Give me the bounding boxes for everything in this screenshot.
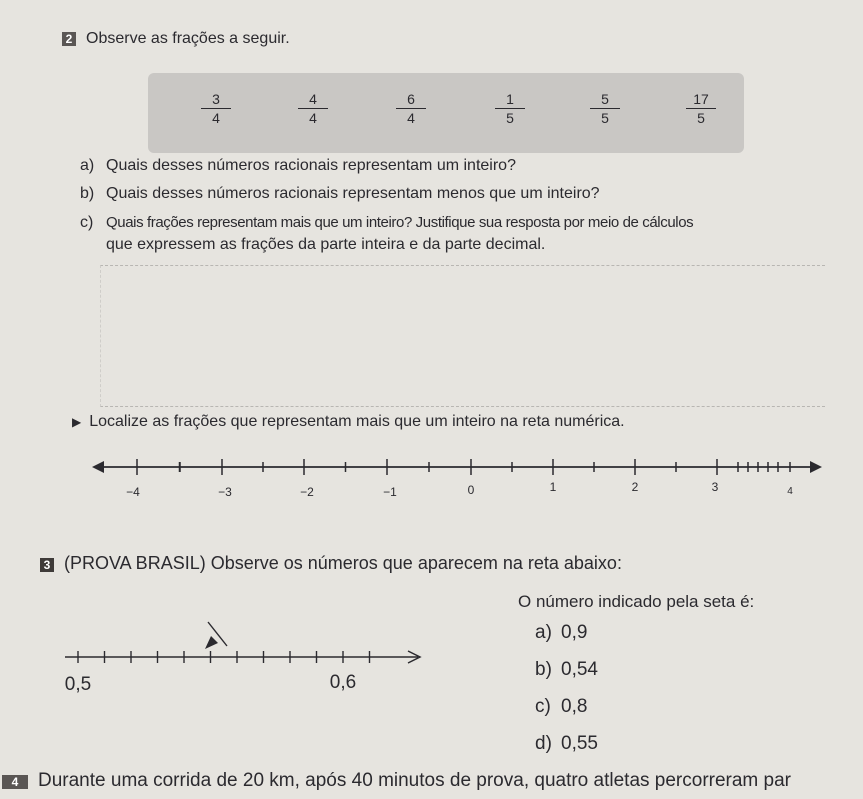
option-d[interactable]: d) 0,55	[535, 733, 598, 754]
number-line-q2[interactable]	[0, 440, 863, 505]
triangle-bullet-icon: ▶	[72, 415, 82, 429]
option-a[interactable]: a) 0,9	[535, 622, 588, 643]
question-2-item-c: c) Quais frações representam mais que um inteiro? Justifique sua resposta por meio de cálculos	[80, 214, 694, 231]
fraction-1: $\frac{3}{4}$	[201, 90, 231, 127]
nl-label-minus2: −2	[300, 485, 314, 499]
fraction-6: $\frac{17}{5}$	[686, 90, 716, 127]
answer-area[interactable]	[100, 265, 825, 407]
question-3-prompt: O número indicado pela seta é:	[518, 592, 755, 611]
question-2-item-a: a) Quais desses números racionais representam um inteiro?	[80, 157, 516, 174]
fraction-5: $\frac{5}{5}$	[590, 90, 620, 127]
question-2-title: Observe as frações a seguir.	[86, 30, 290, 47]
nl-label-minus1: −1	[383, 485, 397, 499]
nl-label-minus4: −4	[126, 485, 140, 499]
question-2-number: 2	[62, 32, 76, 46]
question-2-header	[62, 30, 290, 48]
nl-label-4: 4	[787, 486, 793, 497]
option-b[interactable]: b) 0,54	[535, 659, 598, 680]
option-c[interactable]: c) 0,8	[535, 696, 588, 717]
fraction-4: $\frac{1}{5}$	[495, 90, 525, 127]
nl-label-0: 0	[467, 483, 475, 497]
pointer-arrow-icon	[205, 636, 218, 649]
question-4	[0, 770, 863, 792]
q3-label-06: 0,6	[329, 672, 357, 693]
left-arrow-icon	[92, 461, 104, 473]
nl-label-minus3: −3	[218, 485, 232, 499]
question-3-header	[40, 553, 622, 574]
nl-label-2: 2	[631, 480, 639, 494]
question-4-text: Durante uma corrida de 20 km, após 40 minutos de prova, quatro atletas percorreram par	[38, 770, 791, 791]
nl-label-3: 3	[711, 480, 719, 494]
question-2-item-b: b) Quais desses números racionais representam menos que um inteiro?	[80, 185, 600, 202]
locate-prompt: ▶ Localize as frações que representam mais que um inteiro na reta numérica.	[72, 413, 625, 430]
question-3-title: (PROVA BRASIL) Observe os números que aparecem na reta abaixo:	[64, 553, 622, 573]
number-line-q3[interactable]	[40, 610, 460, 710]
fraction-3: $\frac{6}{4}$	[396, 90, 426, 127]
question-4-number: 4	[2, 775, 28, 789]
q3-label-05: 0,5	[64, 674, 92, 695]
right-arrow-icon	[810, 461, 822, 473]
fraction-2: $\frac{4}{4}$	[298, 90, 328, 127]
fractions-box	[148, 73, 744, 153]
nl-label-1: 1	[549, 480, 557, 494]
question-2-item-c-continued: que expressem as frações da parte inteira e da parte decimal.	[106, 236, 546, 253]
question-3-number: 3	[40, 558, 54, 572]
